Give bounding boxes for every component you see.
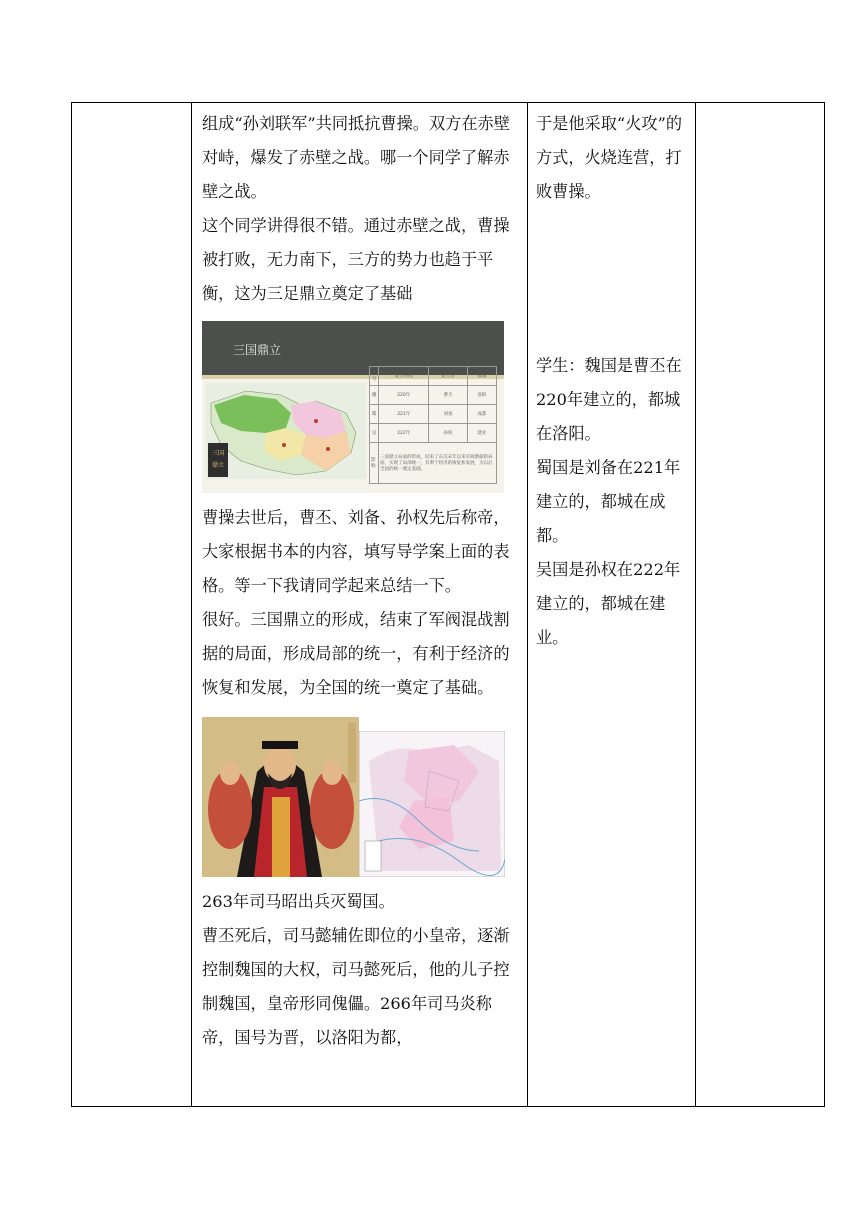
table-cell: 蜀 [370, 405, 379, 424]
table-cell: 洛阳 [467, 386, 496, 405]
teacher-paragraph: 这个同学讲得很不错。通过赤壁之战，曹操被打败，无力南下，三方的势力也趋于平衡，这为三足鼎立奠定了基础 [202, 216, 510, 303]
svg-text:三国: 三国 [211, 450, 225, 457]
table-header: 都城 [467, 367, 496, 386]
student-paragraph: 学生：魏国是曹丕在220年建立的，都城在洛阳。 [536, 356, 682, 443]
table-cell: 影响 [370, 443, 379, 484]
teacher-paragraph: 263年司马昭出兵灭蜀国。 [202, 892, 395, 911]
table-cell: 三国鼎立局面的形成，结束了东汉末年以来军阀割据的局面，实现了局部统一，有利于经济的恢复和发展，为以后全国的统一奠定基础。 [379, 443, 497, 484]
svg-text:鼎立: 鼎立 [211, 462, 225, 469]
table-header: 国号 [370, 367, 379, 386]
student-paragraph: 于是他采取“火攻”的方式，火烧连营，打败曹操。 [536, 114, 683, 201]
lesson-plan-table [71, 102, 825, 1107]
empty-cell-left [72, 103, 192, 1107]
slide-summary-table [369, 366, 497, 484]
table-cell: 220年 [379, 386, 429, 405]
table-cell: 吴 [370, 424, 379, 443]
three-kingdoms-slide [202, 321, 504, 493]
slide-title: 三国鼎立 [233, 343, 282, 357]
teacher-paragraph: 组成“孙刘联军”共同抵抗曹操。双方在赤壁对峙，爆发了赤壁之战。哪一个同学了解赤壁之战。 [202, 114, 510, 201]
table-cell: 孙权 [429, 424, 467, 443]
student-paragraph: 蜀国是刘备在221年建立的，都城在成都。 [536, 458, 681, 545]
images-row [202, 717, 519, 877]
table-cell: 成都 [467, 405, 496, 424]
sima-map-image [359, 731, 505, 877]
table-cell: 曹丕 [429, 386, 467, 405]
table-cell: 建业 [467, 424, 496, 443]
student-activity-cell [528, 103, 696, 1107]
teacher-paragraph: 曹丕死后，司马懿辅佐即位的小皇帝，逐渐控制魏国的大权，司马懿死后，他的儿子控制魏国，皇帝形同傀儡。266年司马炎称帝，国号为晋，以洛阳为都， [202, 926, 510, 1047]
spacer [536, 209, 689, 349]
teacher-paragraph: 曹操去世后，曹丕、刘备、孙权先后称帝，大家根据书本的内容，填写导学案上面的表格。等一下我请同学起来总结一下。 [202, 508, 510, 595]
teacher-activity-cell [192, 103, 528, 1107]
table-header: 建立时间 [379, 367, 429, 386]
table-cell: 221年 [379, 405, 429, 424]
table-cell: 刘备 [429, 405, 467, 424]
three-kingdoms-map [206, 383, 366, 479]
table-cell: 魏 [370, 386, 379, 405]
teacher-paragraph: 很好。三国鼎立的形成，结束了军阀混战割据的局面，形成局部的统一，有利于经济的恢复和发展，为全国的统一奠定了基础。 [202, 610, 510, 697]
empty-cell-right [696, 103, 825, 1107]
student-paragraph: 吴国是孙权在222年建立的，都城在建业。 [536, 560, 681, 647]
table-cell: 222年 [379, 424, 429, 443]
emperor-portrait-image [202, 717, 359, 877]
table-header: 建立者 [429, 367, 467, 386]
